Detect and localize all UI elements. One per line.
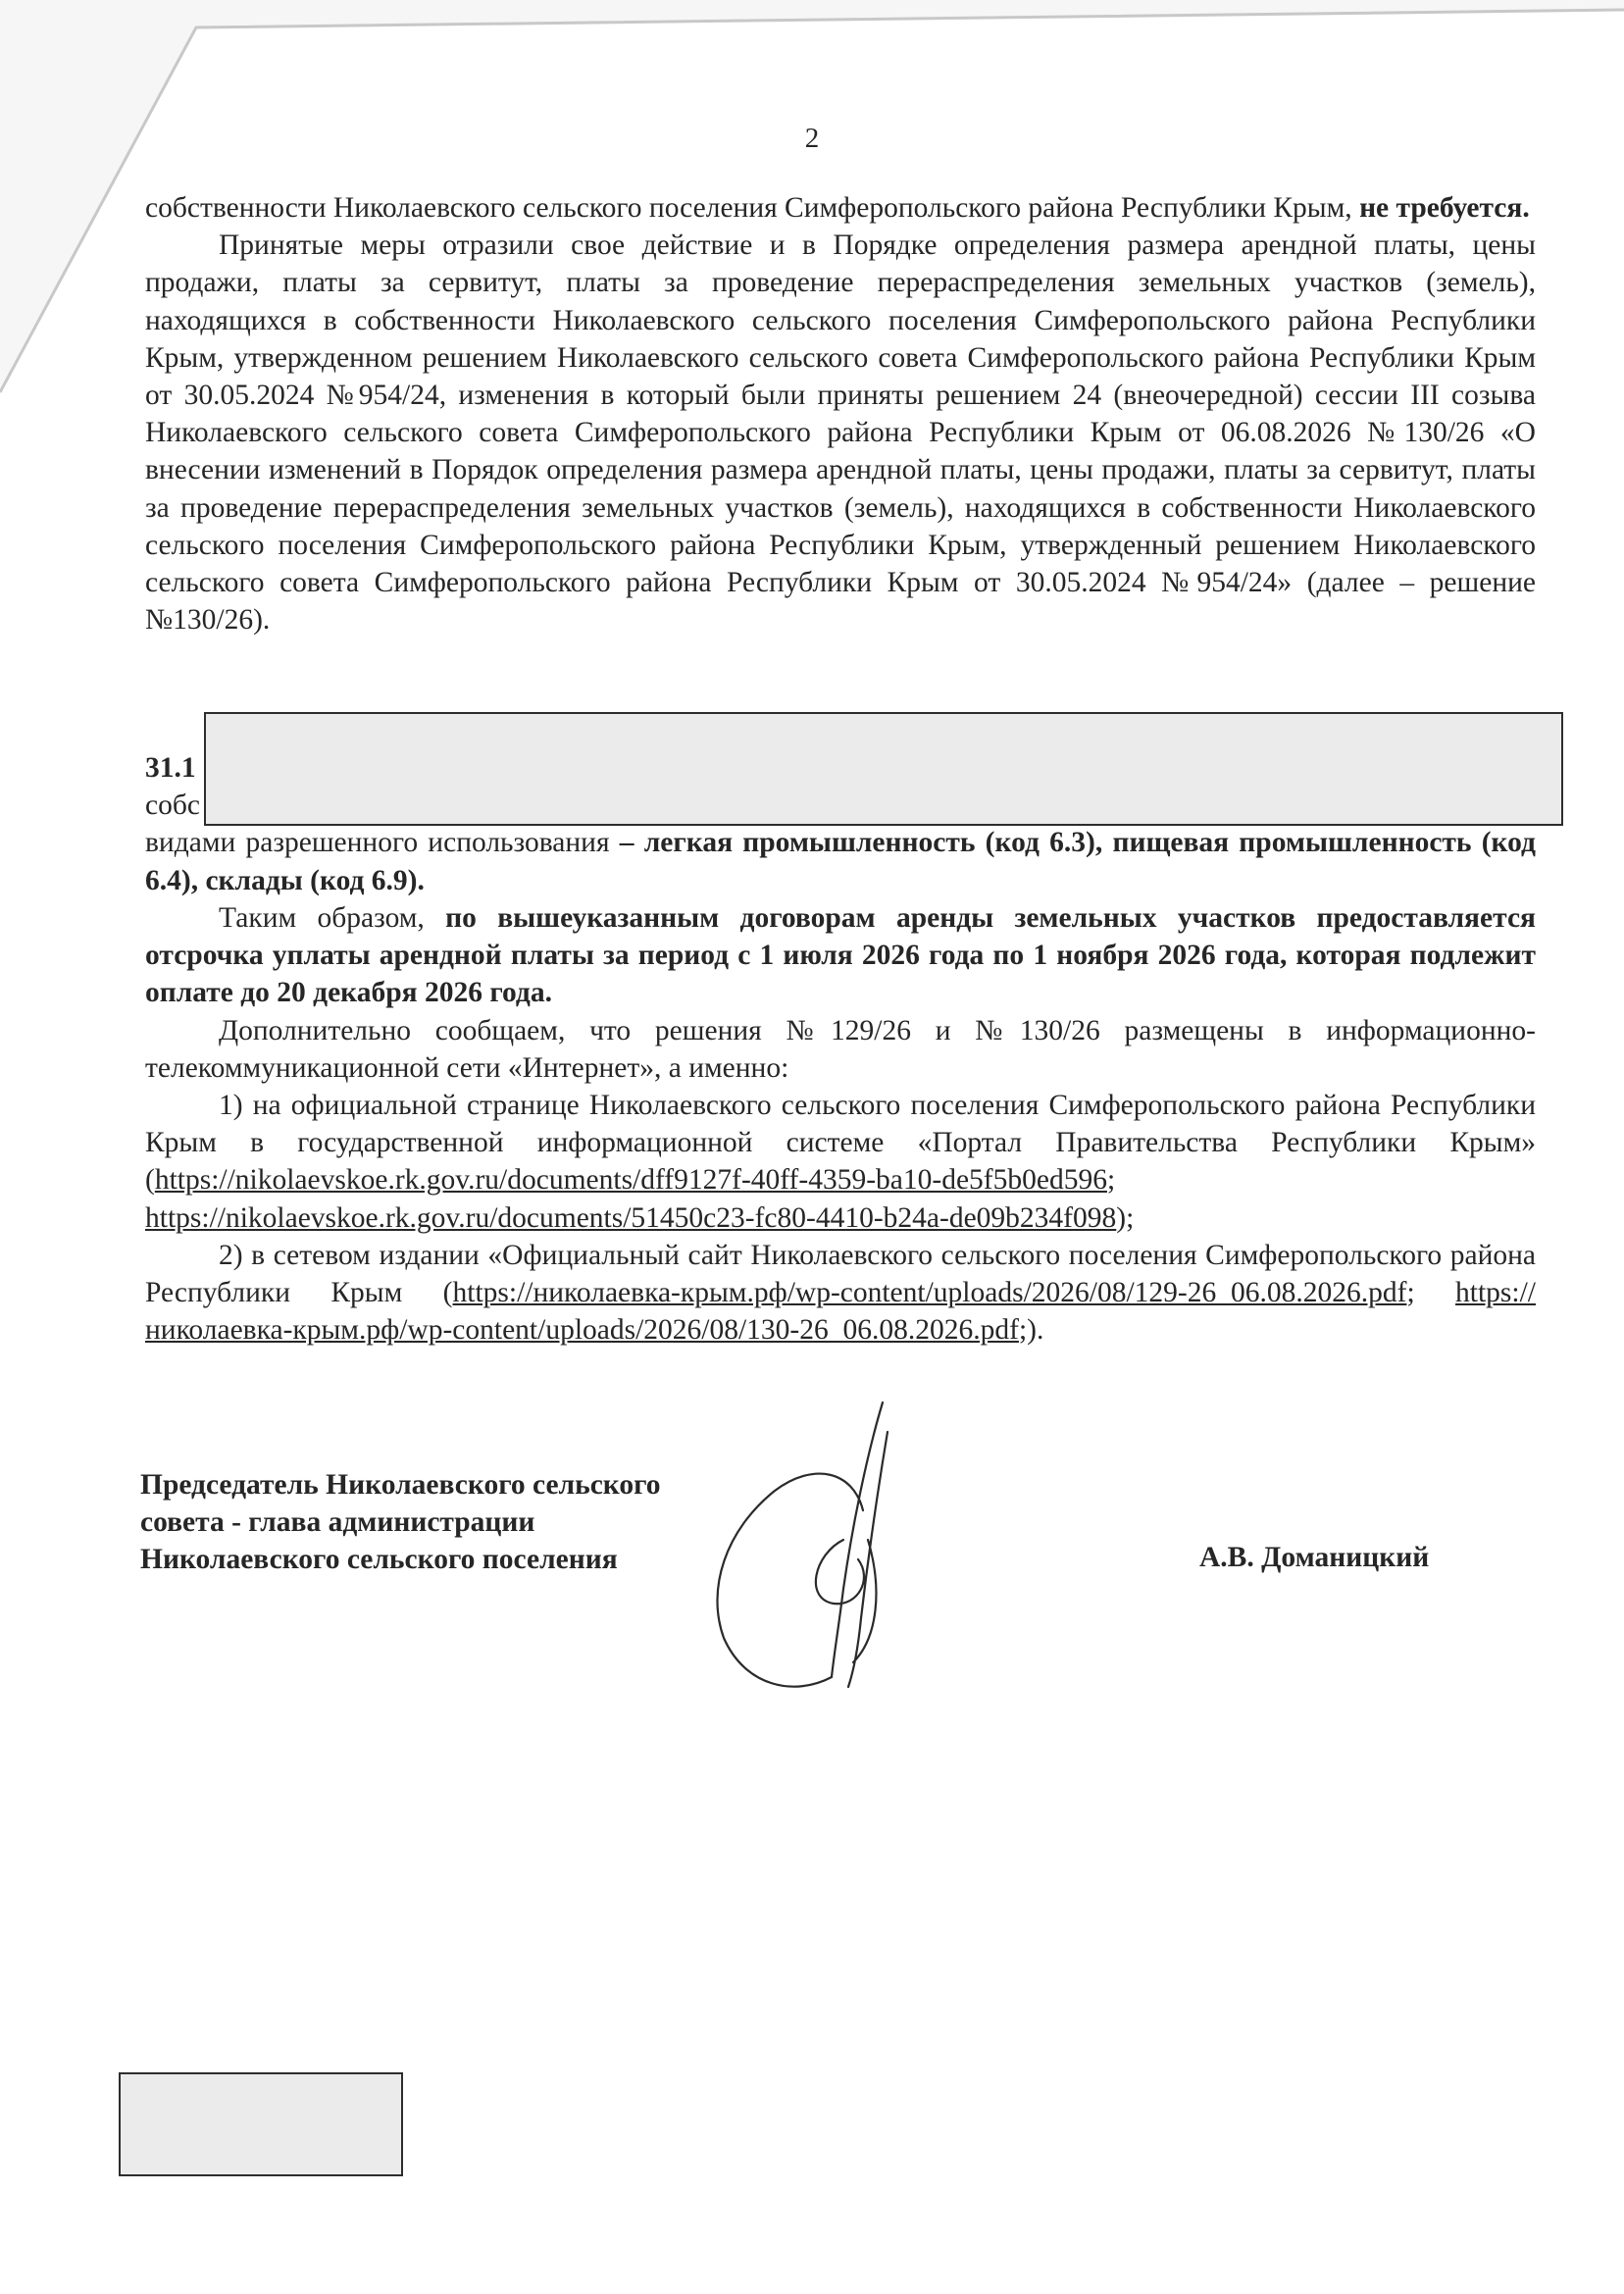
body-text: видами разрешенного использования (145, 827, 620, 859)
bold-text: по вышеуказанным договорам аренды земельных участков предоставляется отсрочка уплаты арендной платы за период с 1 июля 2026 года по 1 ноября 2026 года, которая подлежит оплате до 20 декабря 2026 года. (145, 902, 1536, 1009)
redacted-paragraph-tail (145, 824, 1536, 898)
link-text[interactable]: https://nikolaevskoe.rk.gov.ru/documents/51450c23-fc80-4410-b24a-de09b234f098 (145, 1201, 1117, 1234)
redaction-box (204, 712, 1563, 826)
redacted-line-2: собс (145, 790, 200, 822)
body-text: 2) в сетевом издании «Официальный сайт Николаевского сельского поселения Симферопольского района Республики Крым ( (145, 1239, 1536, 1309)
signatory-position-line: Николаевского сельского поселения (140, 1544, 618, 1575)
body-text: Таким образом, (219, 902, 446, 934)
link-text[interactable]: https://николаевка-крым.рф/wp-content/uploads/2026/08/129-26_06.08.2026.pdf (452, 1277, 1407, 1309)
handwritten-signature (686, 1393, 981, 1707)
body-text: ; (1406, 1277, 1456, 1309)
body-text: собственности Николаевского сельского поселения Симферопольского района Республики Крым, (145, 192, 1360, 224)
paragraph (145, 899, 1536, 1012)
redacted-line-1: 31.1 (145, 752, 196, 784)
signatory-position-line: Председатель Николаевского сельского (140, 1469, 661, 1501)
signatory-position-line: совета - глава администрации (140, 1506, 535, 1538)
signatory-name: А.В. Доманицкий (1199, 1542, 1430, 1573)
body-text: ); (1116, 1201, 1135, 1234)
paragraph (145, 227, 1536, 638)
body-text: 1) на официальной странице Николаевского сельского поселения Симферопольского района Республики Крым в государственной информационной системе «Портал Правительства Республики Крым» ( (145, 1090, 1536, 1197)
body-text-bottom (145, 899, 1536, 1349)
body-text: Дополнительно сообщаем, что решения №129/26 и №130/26 размещены в информационно-телекоммуникационной сети «Интернет», а именно: (145, 1014, 1536, 1084)
signatory-position (140, 1466, 748, 1578)
body-text: ; (1106, 1164, 1116, 1197)
paragraph (145, 1012, 1536, 1087)
paragraph (145, 189, 1536, 227)
body-text: Принятые меры отразили свое действие и в Порядке определения размера арендной платы, цены продажи, платы за сервитут, платы за проведение перераспределения земельных участков (земель), находящихся в собственности Николаевского сельского поселения Симферопольского района Республики Крым, утвержденном решением Николаевского сельского совета Симферопольского района Республики Крым от 30.05.2024 №954/24, изменения в который были приняты решением 24 (внеочередной) сессии III созыва Николаевского сельского совета Симферопольского района Республики Крым от 06.08.2026 №130/26 «О внесении изменений в Порядок определения размера арендной платы, цены продажи, платы за сервитут, платы за проведение перераспределения земельных участков (земель), находящихся в собственности Николаевского сельского поселения Симферопольского района Республики Крым, утвержденный решением Николаевского сельского совета Симферопольского района Республики Крым от 30.05.2024 №954/24» (далее – решение №130/26). (145, 229, 1536, 637)
redaction-box-bottom (119, 2072, 403, 2176)
page-number: 2 (804, 123, 820, 154)
bold-text: не требуется. (1359, 192, 1530, 224)
link-text[interactable]: https://nikolaevskoe.rk.gov.ru/documents/dff9127f-40ff-4359-ba10-de5f5b0ed596 (154, 1164, 1107, 1197)
body-text: ;). (1018, 1314, 1044, 1347)
paragraph (145, 1087, 1536, 1237)
bold-text: – легкая промышленность (код 6.3), пищевая промышленность (код 6.4), склады (код 6.9). (145, 827, 1536, 896)
body-text-top (145, 189, 1536, 638)
paragraph (145, 1237, 1536, 1350)
link-text[interactable]: https://николаевка-крым.рф/wp-content/uploads/2026/08/130-26_06.08.2026.pdf (145, 1277, 1536, 1347)
